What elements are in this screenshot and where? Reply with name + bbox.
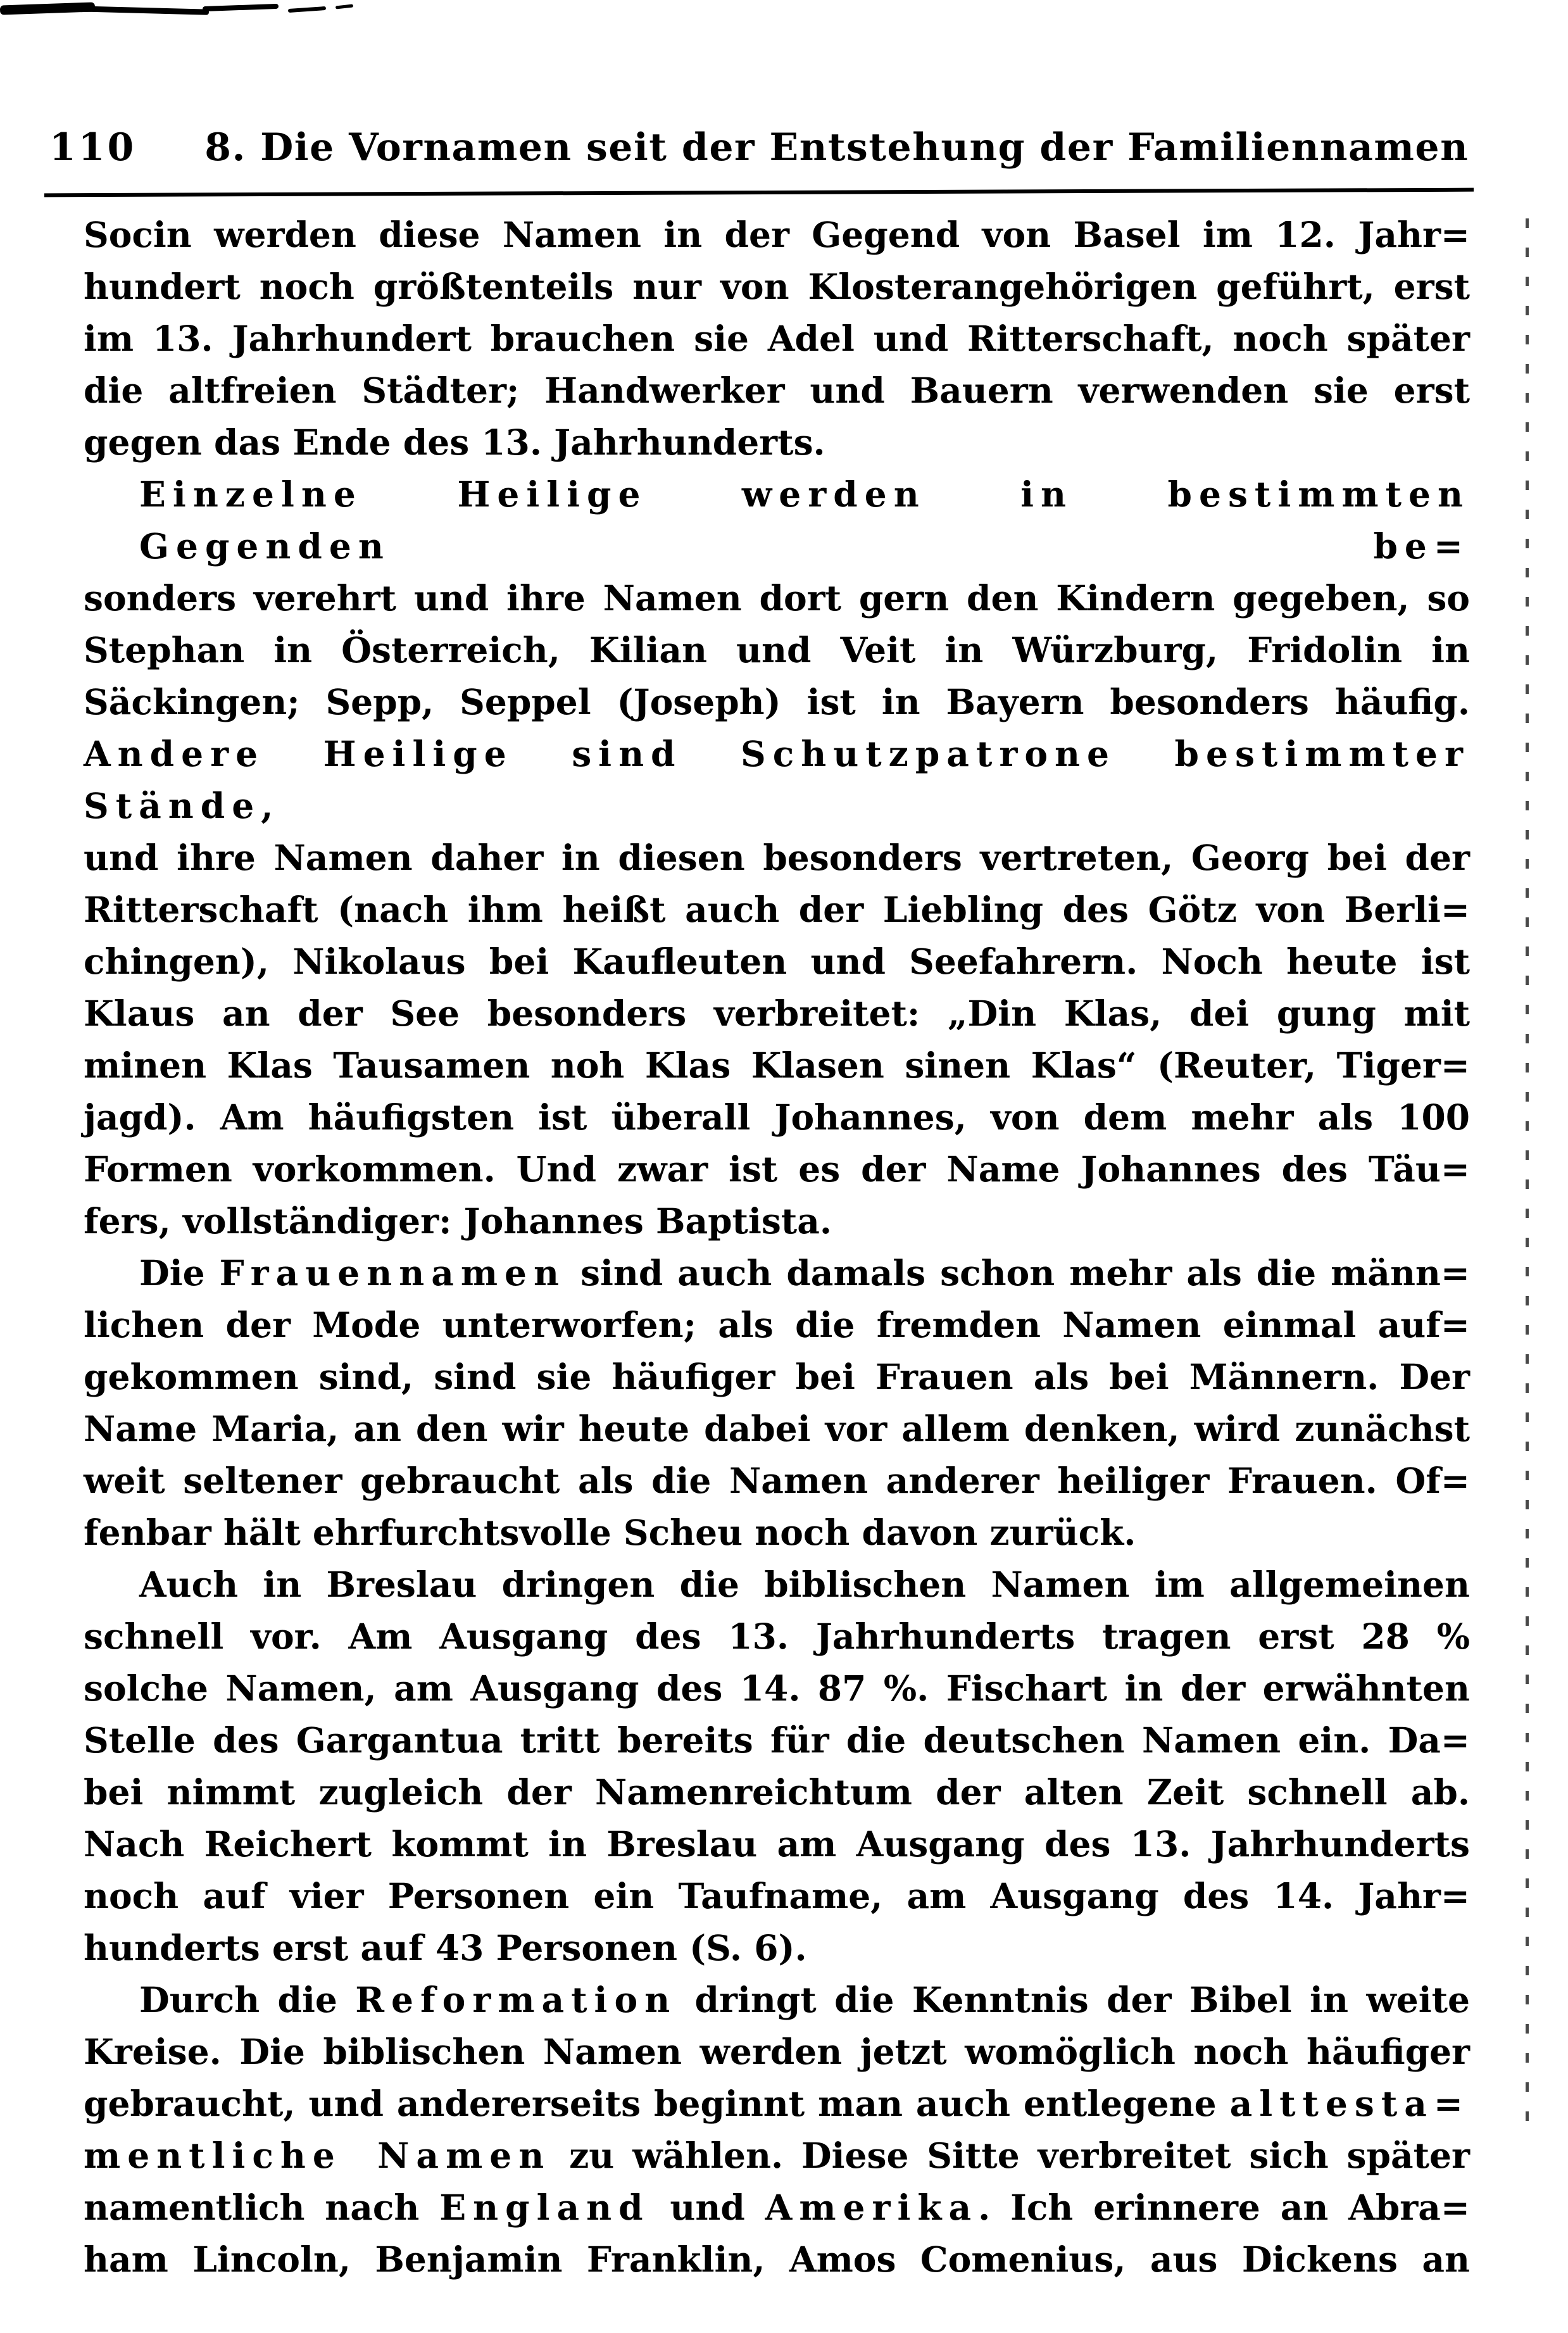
text-segment: gekommen sind, sind sie häufiger bei Frauen als bei Männern. Der: [84, 1356, 1470, 1397]
letterspaced-emphasis: Amerika: [765, 2187, 979, 2228]
text-line: [84, 1403, 1470, 1455]
text-segment: gegen das Ende des 13. Jahrhunderts.: [84, 422, 825, 463]
text-line: [84, 1663, 1470, 1714]
text-segment: gebraucht, und andererseits beginnt man auch entlegene: [84, 2083, 1230, 2124]
text-segment: fers, vollständiger: Johannes Baptista.: [84, 1200, 832, 1242]
text-segment: im 13. Jahrhundert brauchen sie Adel und Ritterschaft, noch später: [84, 318, 1470, 359]
text-segment: Socin werden diese Namen in der Gegend von Basel im 12. Jahr=: [84, 214, 1470, 255]
text-line: [84, 1040, 1470, 1091]
running-head: [49, 125, 1475, 170]
text-line: [84, 832, 1470, 884]
text-segment: fenbar hält ehrfurchtsvolle Scheu noch davon zurück.: [84, 1512, 1136, 1553]
text-segment: lichen der Mode unterworfen; als die fremden Namen einmal auf=: [84, 1304, 1470, 1345]
text-body: [84, 209, 1470, 2286]
header-rule: [44, 188, 1474, 198]
text-segment: Name Maria, an den wir heute dabei vor allem denken, wird zunächst: [84, 1408, 1470, 1449]
text-line: [84, 1247, 1470, 1299]
letterspaced-emphasis: mentliche Namen: [84, 2135, 551, 2176]
text-segment: dringt die Kenntnis der Bibel in weite: [677, 1979, 1470, 2020]
text-segment: Stelle des Gargantua tritt bereits für die deutschen Namen ein. Da=: [84, 1720, 1470, 1761]
text-line: [84, 2234, 1470, 2286]
text-line: [84, 572, 1470, 624]
letterspaced-emphasis: Einzelne Heilige werden in bestimmten Gegenden be=: [139, 474, 1470, 567]
text-line: [84, 1714, 1470, 1766]
text-segment: Stephan in Österreich, Kilian und Veit in Würzburg, Fridolin in: [84, 629, 1470, 670]
text-segment: noch auf vier Personen ein Taufname, am Ausgang des 14. Jahr=: [84, 1875, 1470, 1916]
text-line: [84, 1091, 1470, 1143]
text-segment: Kreise. Die biblischen Namen werden jetzt womöglich noch häufiger: [84, 2031, 1470, 2072]
text-segment: Durch die: [139, 1979, 356, 2020]
text-segment: bei nimmt zugleich der Namenreichtum der alten Zeit schnell ab.: [84, 1771, 1470, 1813]
text-line: [84, 1611, 1470, 1663]
page-number: 110: [49, 125, 137, 170]
text-segment: sind auch damals schon mehr als die männ=: [566, 1252, 1470, 1293]
text-segment: zu wählen. Diese Sitte verbreitet sich später: [551, 2135, 1470, 2176]
text-segment: Säckingen; Sepp, Seppel (Joseph) ist in Bayern besonders häufig.: [84, 681, 1470, 722]
letterspaced-emphasis: England: [439, 2187, 650, 2228]
text-line: [84, 1507, 1470, 1559]
chapter-title: 8. Die Vornamen seit der Entstehung der Familiennamen: [204, 125, 1469, 170]
text-segment: schnell vor. Am Ausgang des 13. Jahrhunderts tragen erst 28 %: [84, 1616, 1470, 1657]
text-line: [84, 988, 1470, 1040]
text-line: [84, 936, 1470, 988]
text-line: [84, 313, 1470, 365]
text-segment: Nach Reichert kommt in Breslau am Ausgang des 13. Jahrhunderts: [84, 1823, 1470, 1865]
text-line: [84, 1870, 1470, 1922]
scan-artifact-smudge: [0, 0, 380, 22]
text-line: [84, 209, 1470, 261]
text-line: [84, 676, 1470, 728]
text-line: [84, 624, 1470, 676]
text-line: [84, 2078, 1470, 2130]
text-line: [84, 1195, 1470, 1247]
text-line: [84, 1143, 1470, 1195]
text-line: [84, 1559, 1470, 1611]
text-line: [84, 1766, 1470, 1818]
text-segment: Auch in Breslau dringen die biblischen Namen im allgemeinen: [139, 1564, 1470, 1605]
text-line: [84, 1922, 1470, 1974]
text-line: [84, 468, 1470, 572]
text-line: [84, 1974, 1470, 2026]
text-segment: minen Klas Tausamen noh Klas Klasen sinen Klas“ (Reuter, Tiger=: [84, 1045, 1470, 1086]
text-segment: hunderts erst auf 43 Personen (S. 6).: [84, 1927, 807, 1968]
letterspaced-emphasis: Andere Heilige sind Schutzpatrone bestimmter Stände,: [84, 733, 1470, 826]
letterspaced-emphasis: Frauennamen: [219, 1252, 567, 1293]
letterspaced-emphasis: alttesta=: [1229, 2083, 1470, 2124]
text-line: [84, 2130, 1470, 2182]
text-segment: solche Namen, am Ausgang des 14. 87 %. Fischart in der erwähnten: [84, 1668, 1470, 1709]
text-line: [84, 1299, 1470, 1351]
text-segment: die altfreien Städter; Handwerker und Bauern verwenden sie erst: [84, 370, 1470, 411]
text-segment: chingen), Nikolaus bei Kaufleuten und Seefahrern. Noch heute ist: [84, 941, 1470, 982]
letterspaced-emphasis: Reformation: [355, 1979, 677, 2020]
text-line: [84, 1455, 1470, 1507]
text-line: [84, 365, 1470, 417]
text-segment: und ihre Namen daher in diesen besonders vertreten, Georg bei der: [84, 837, 1470, 878]
text-line: [84, 2026, 1470, 2078]
text-line: [84, 1818, 1470, 1870]
text-segment: namentlich nach: [84, 2187, 440, 2228]
text-segment: . Ich erinnere an Abra=: [978, 2187, 1471, 2228]
text-line: [84, 261, 1470, 313]
text-segment: sonders verehrt und ihre Namen dort gern den Kindern gegeben, so: [84, 577, 1470, 619]
text-segment: jagd). Am häufigsten ist überall Johannes, von dem mehr als 100: [84, 1097, 1470, 1138]
text-line: [84, 728, 1470, 832]
text-segment: Die: [139, 1252, 220, 1293]
text-segment: und: [649, 2187, 765, 2228]
text-segment: weit seltener gebraucht als die Namen anderer heiliger Frauen. Of=: [84, 1460, 1470, 1501]
text-line: [84, 417, 1470, 468]
scan-artifact-edge-line: [1526, 218, 1529, 2137]
text-line: [84, 884, 1470, 936]
text-segment: hundert noch größtenteils nur von Klosterangehörigen geführt, erst: [84, 266, 1470, 307]
text-line: [84, 2182, 1470, 2234]
text-segment: Formen vorkommen. Und zwar ist es der Name Johannes des Täu=: [84, 1148, 1470, 1190]
text-line: [84, 1351, 1470, 1403]
text-segment: Ritterschaft (nach ihm heißt auch der Liebling des Götz von Berli=: [84, 889, 1470, 930]
text-segment: Klaus an der See besonders verbreitet: „Din Klas, dei gung mit: [84, 993, 1470, 1034]
text-segment: ham Lincoln, Benjamin Franklin, Amos Comenius, aus Dickens an: [84, 2239, 1470, 2280]
